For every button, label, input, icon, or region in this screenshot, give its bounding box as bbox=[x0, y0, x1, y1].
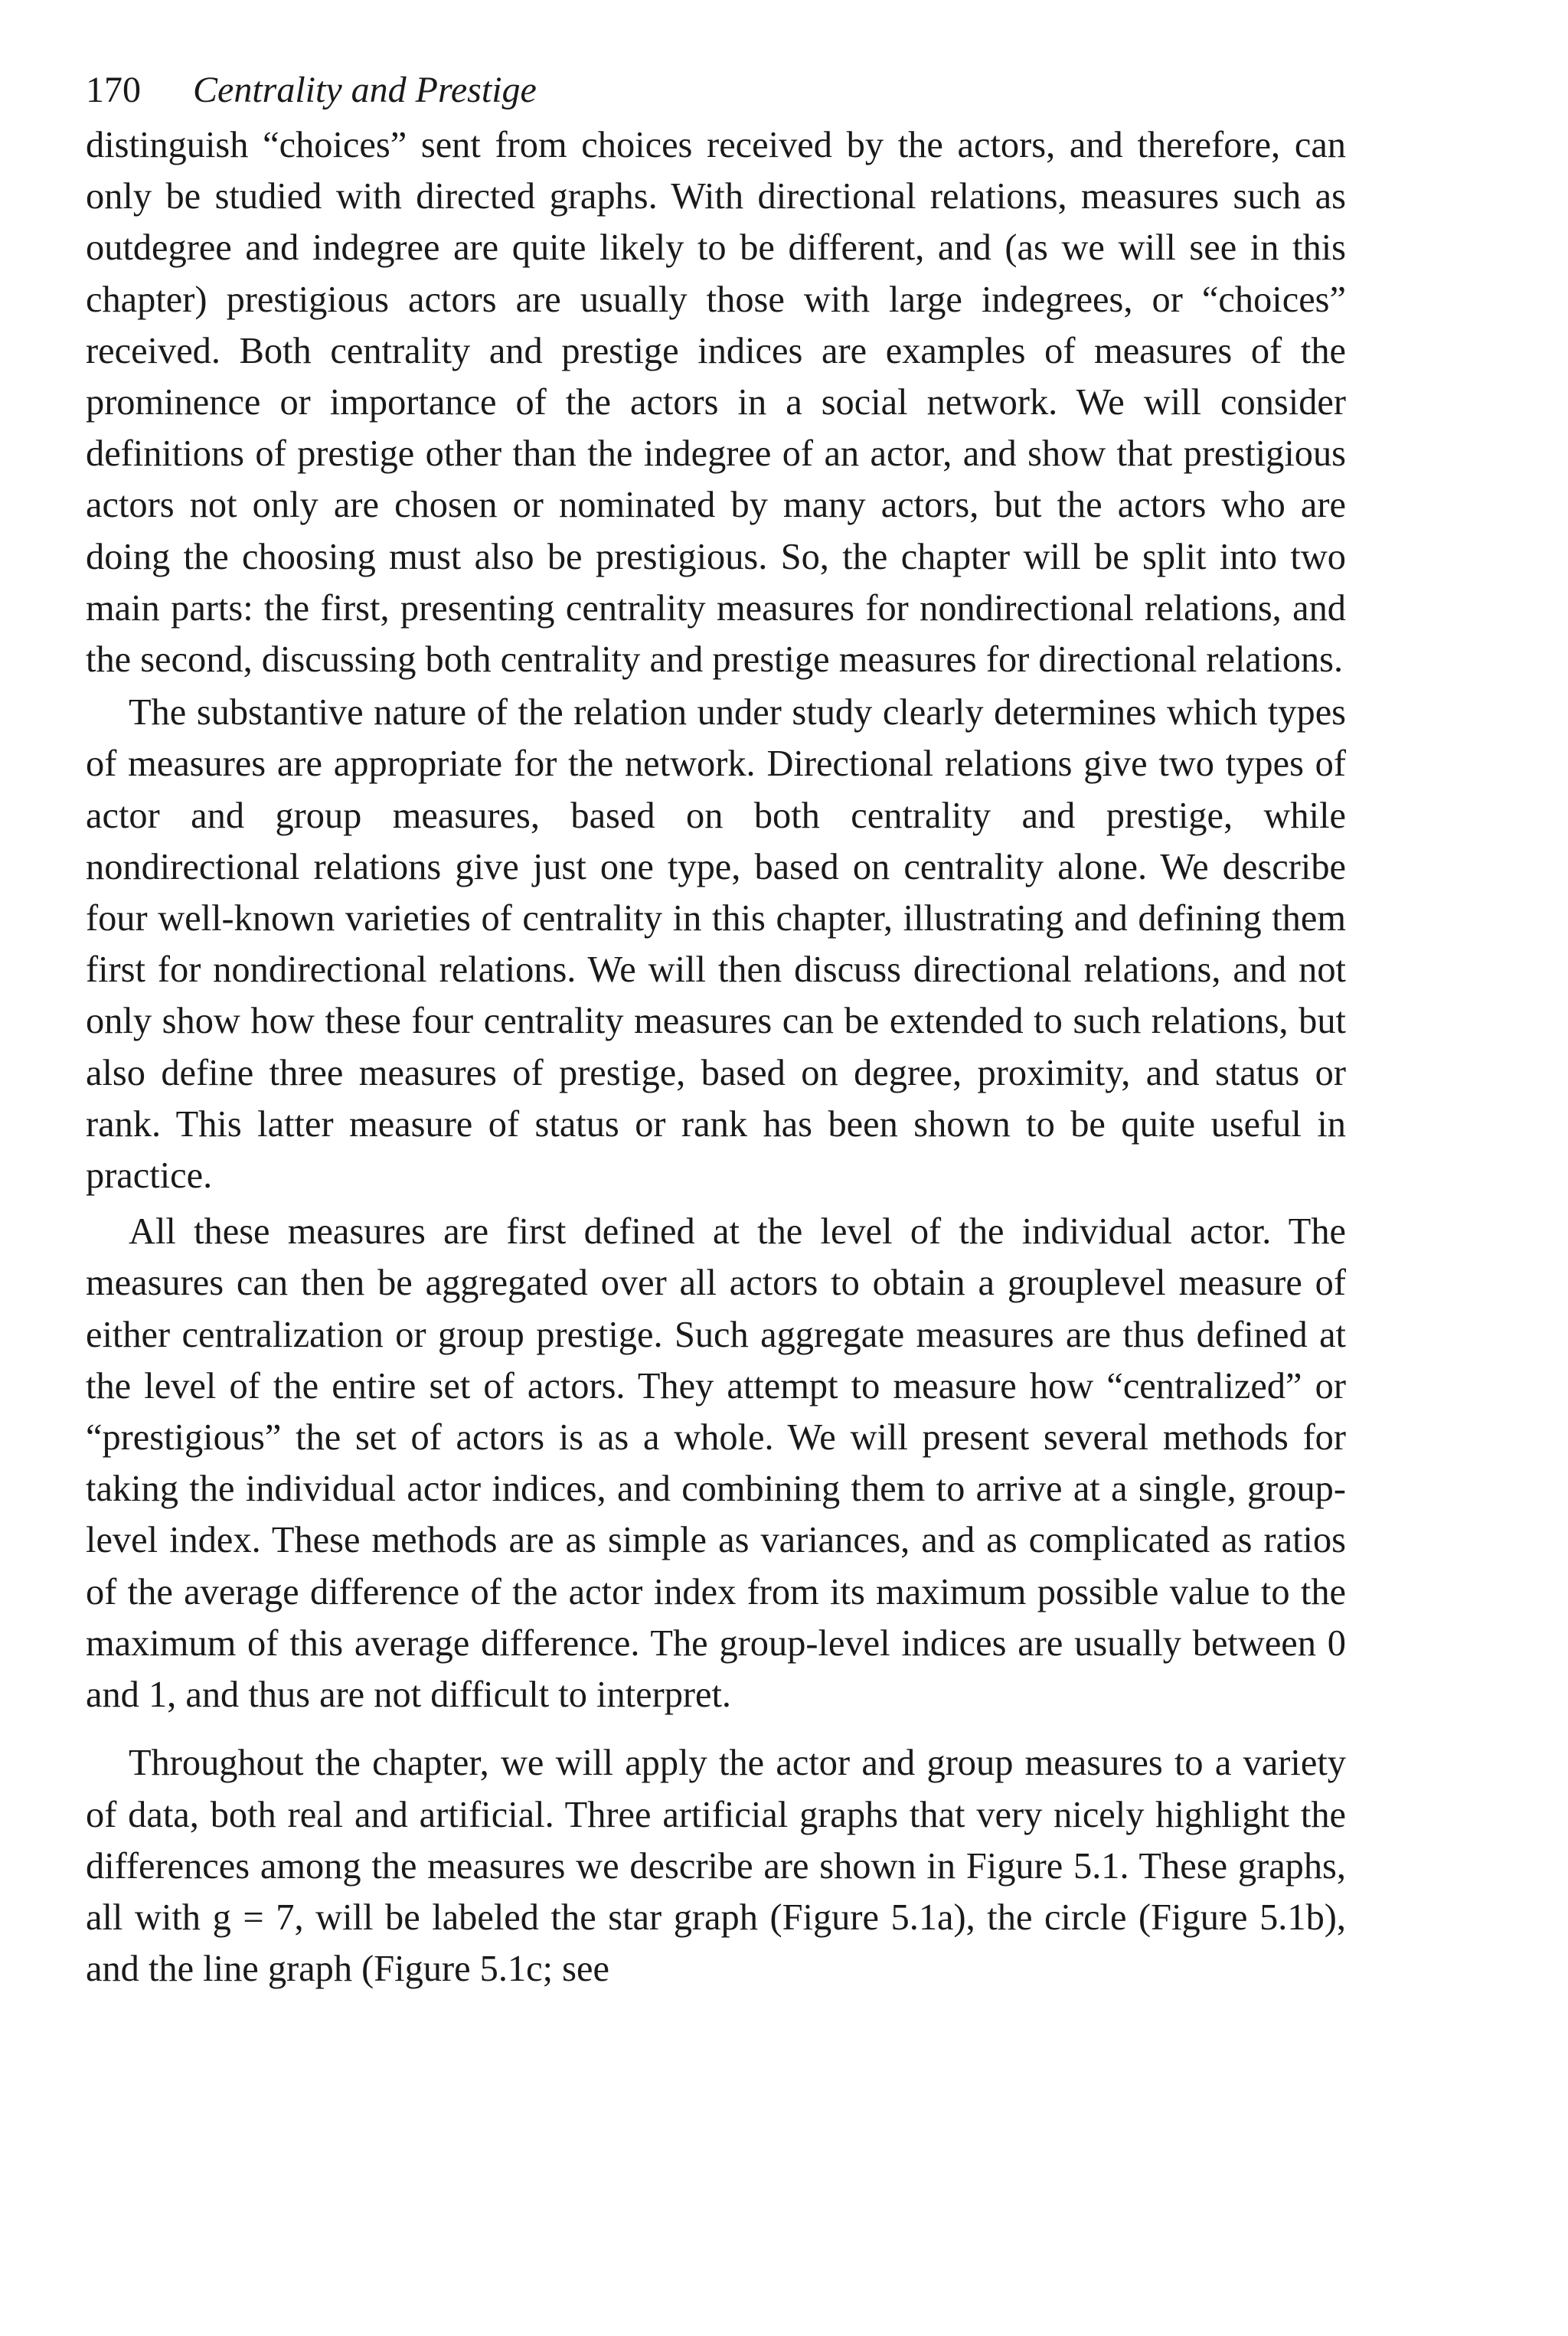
paragraph-figure-intro: Throughout the chapter, we will apply the actor and group measures to a variety of data, both real and artificial. Three artificial graphs that very nicely highlight the differences among the measures we describe are shown in Figure 5.1. These graphs, all with g = 7, will be labeled the star graph (Figure 5.1a), the circle (Figure 5.1b), and the line graph (Figure 5.1c; see bbox=[86, 1743, 1346, 1990]
paragraph-substantive-nature: The substantive nature of the relation under study clearly determines which types of measures are appropriate for the network. Directional relations give two types of actor and group measures, based on both centrality and prestige, while nondirectional relations give just one type, based on centrality alone. We describe four well-known varieties of centrality in this chapter, illustrating and defining them first for nondirectional relations. We will then discuss directional relations, and not only show how these four centrality measures can be extended to such relations, but also define three measures of prestige, based on degree, proximity, and status or rank. This latter measure of status or rank has been shown to be quite useful in practice. bbox=[86, 692, 1346, 1197]
running-head bbox=[86, 67, 1346, 113]
running-title: Centrality and Prestige bbox=[193, 70, 537, 110]
page-number: 170 bbox=[86, 70, 141, 110]
book-page bbox=[86, 67, 1346, 1995]
paragraph-group-measures: All these measures are first defined at the level of the individual actor. The measures can then be aggregated over all actors to obtain a grouplevel measure of either centralization or group prestige. Such aggregate measures are thus defined at the level of the entire set of actors. They attempt to measure how “centralized” or “prestigious” the set of actors is as a whole. We will present several methods for taking the individual actor indices, and combining them to arrive at a single, group-level index. These methods are as simple as variances, and as complicated as ratios of the average difference of the actor index from its maximum possible value to the maximum of this average difference. The group-level indices are usually between 0 and 1, and thus are not difficult to interpret. bbox=[86, 1211, 1346, 1716]
paragraph-continuation: distinguish “choices” sent from choices received by the actors, and therefore, can only be studied with directed graphs. With directional relations, measures such as outdegree and indegree are quite likely to be different, and (as we will see in this chapter) prestigious actors are usually those with large indegrees, or “choices” received. Both centrality and prestige indices are examples of measures of the prominence or importance of the actors in a social network. We will consider definitions of prestige other than the indegree of an actor, and show that prestigious actors not only are chosen or nominated by many actors, but the actors who are doing the choosing must also be prestigious. So, the chapter will be split into two main parts: the first, presenting centrality measures for nondirectional relations, and the second, discussing both centrality and prestige measures for directional relations. bbox=[86, 125, 1346, 681]
